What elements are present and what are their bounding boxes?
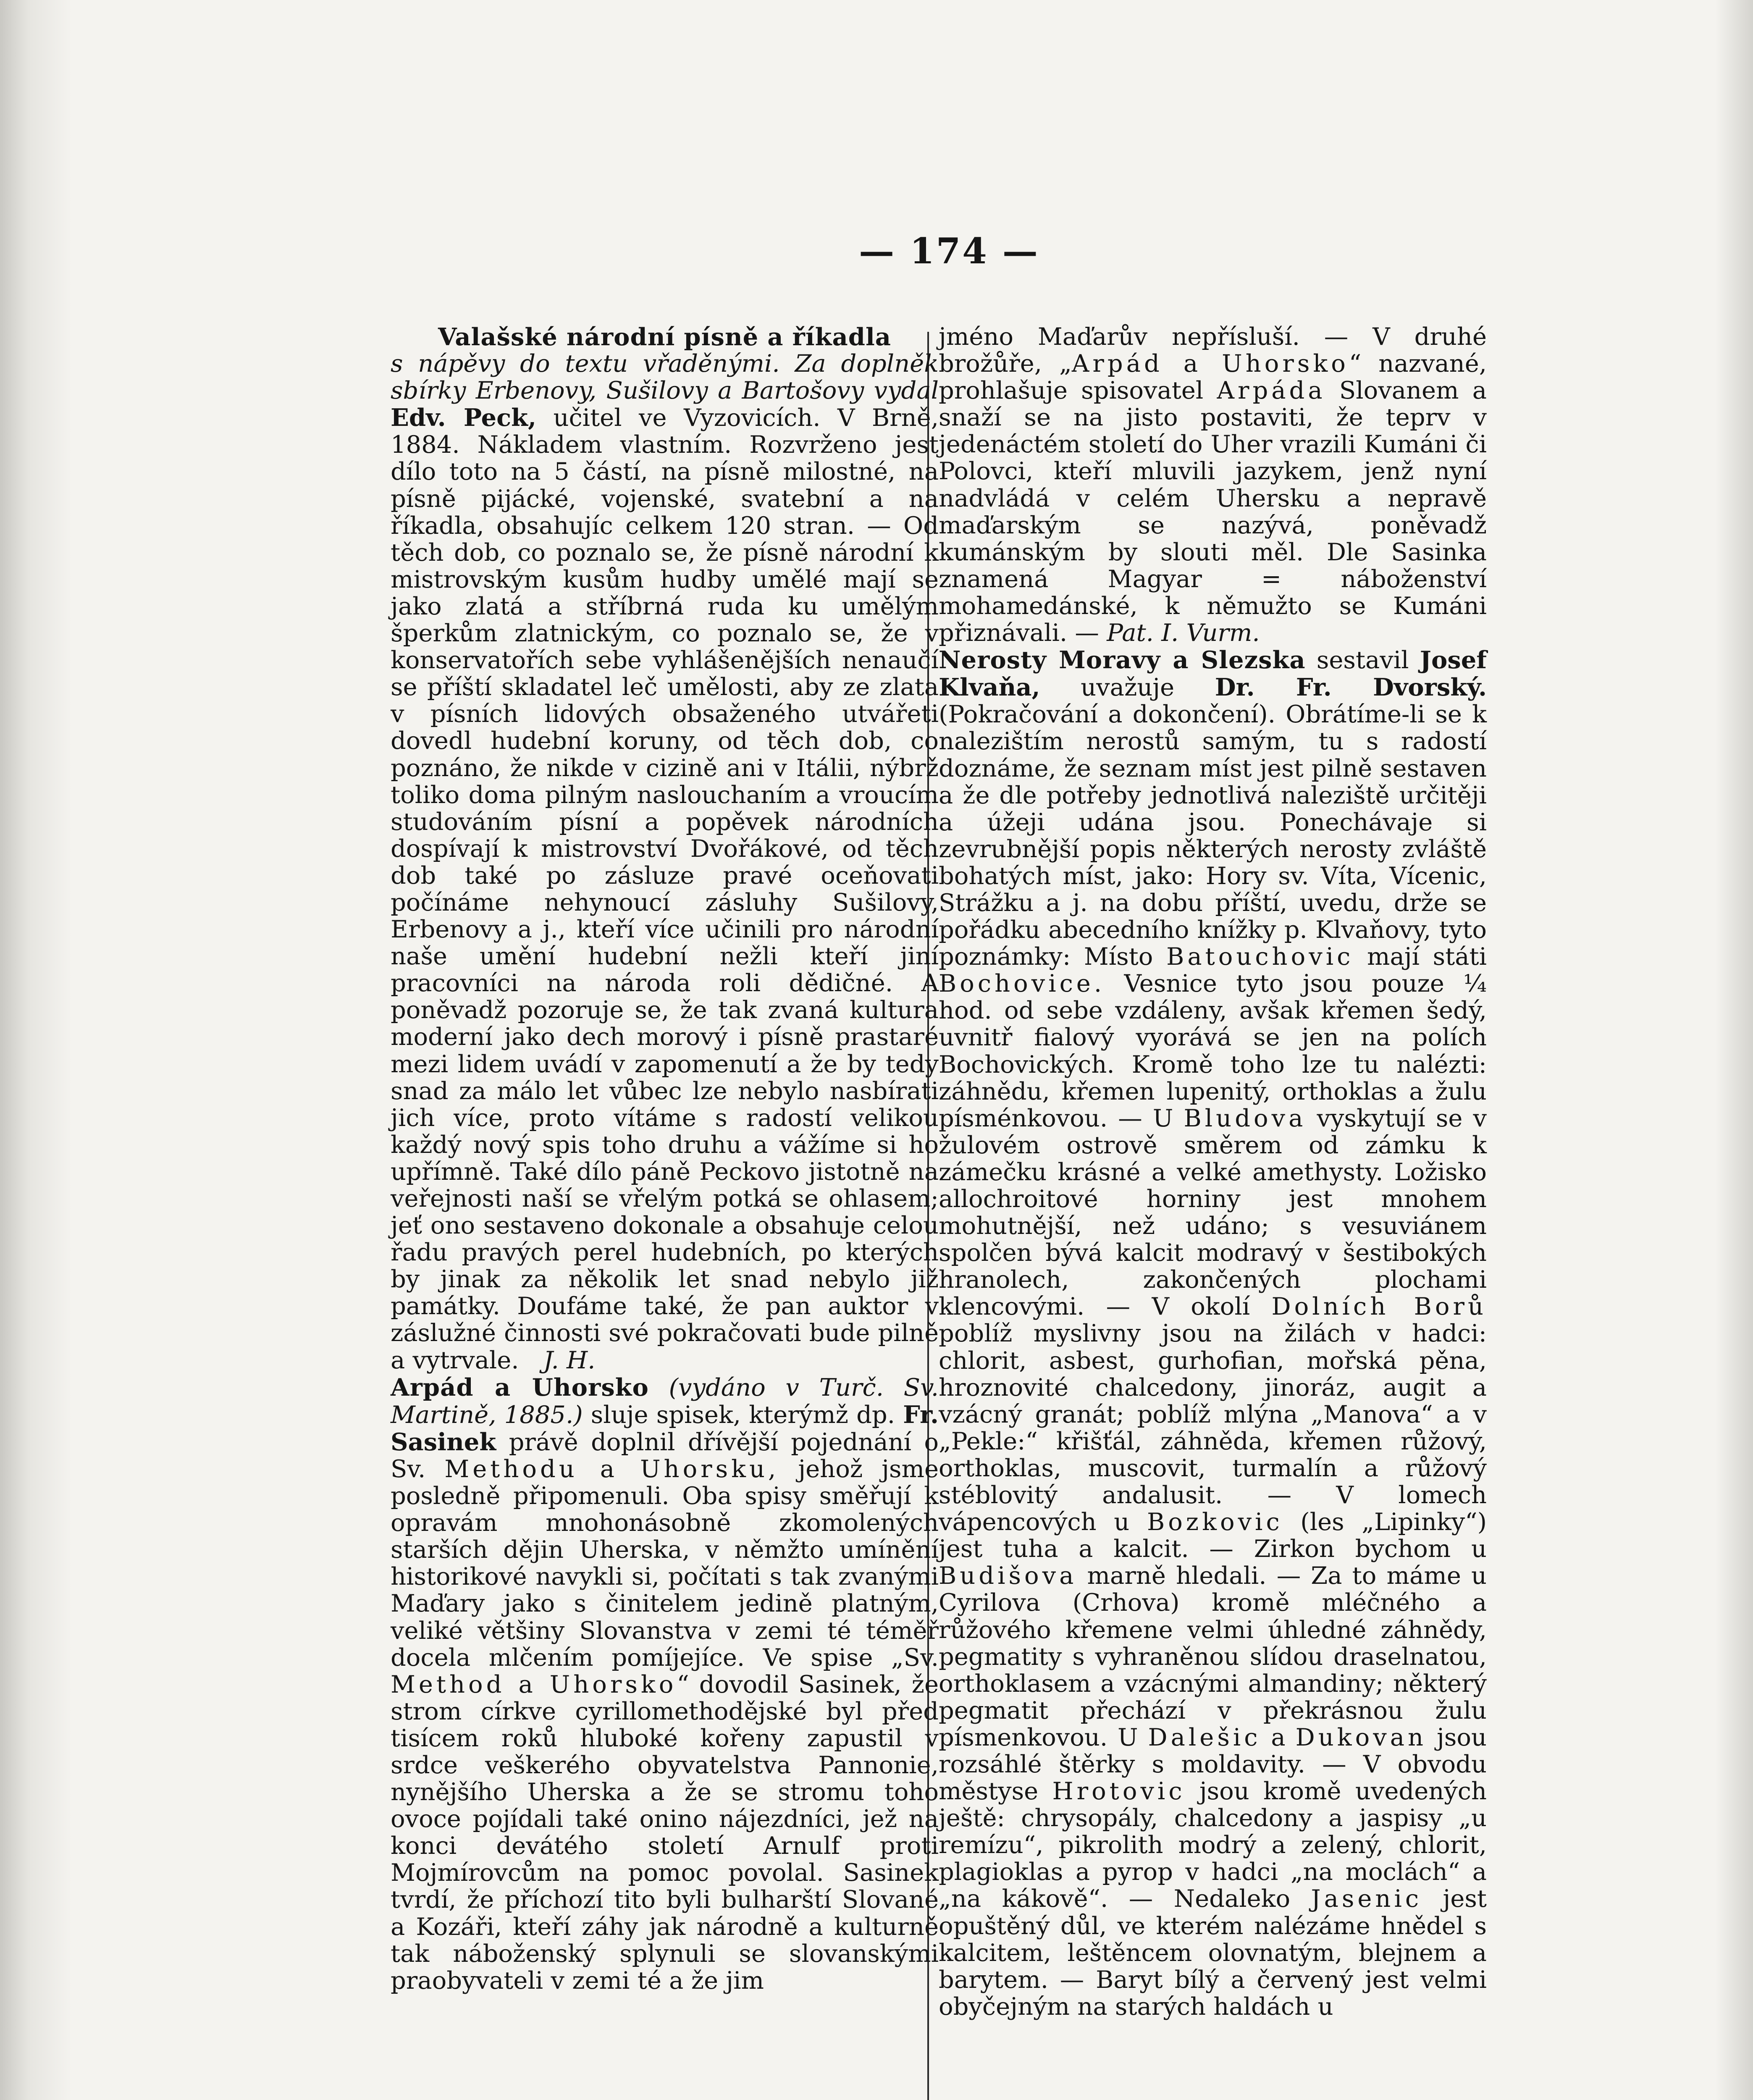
review-arpad-uhorsko bbox=[391, 1374, 939, 1994]
spaced-place: Bozkovic bbox=[1147, 1508, 1283, 1536]
spaced-place: Bludova bbox=[1184, 1104, 1307, 1132]
spaced-place: Hrotovic bbox=[1052, 1777, 1186, 1806]
review-signature: Pat. I. Vurm. bbox=[1107, 619, 1260, 647]
review-body: vyskytují se v žulovém ostrově směrem od zámku k zámečku krásné a velké amethysty. Ložisko allochroitové horniny jest mnohem mohutnější, než udáno; s vesuviánem spolčen bývá kalcit modravý v šestibokých hranolech, zakončených plochami klencovými. — V okolí bbox=[939, 1104, 1487, 1321]
spaced-place: Dalešic bbox=[1148, 1723, 1261, 1751]
spaced-place: Dolních Borů bbox=[1271, 1292, 1487, 1321]
review-author: Josef Klvaňa, bbox=[939, 646, 1487, 702]
scan-shadow-left bbox=[0, 0, 71, 2100]
review-author: Dr. Fr. Dvorský. bbox=[1215, 673, 1487, 702]
review-author: Edv. Peck, bbox=[391, 403, 536, 432]
spaced-name: Arpáda bbox=[1217, 376, 1326, 405]
review-body: Vesnice tyto jsou pouze ¼ hod. od sebe vzdáleny, avšak křemen šedý, uvnitř fialový vyorává se jen na polích Bochovických. Kromě toho lze tu nalézti: záhnědu, křemen lupenitý, orthoklas a žulu písménkovou. — U bbox=[939, 969, 1487, 1132]
spaced-title: Methodu a Uhorsku, bbox=[444, 1454, 779, 1483]
review-body: jsou rozsáhlé štěrky s moldavity. — V obvodu městyse bbox=[939, 1723, 1487, 1806]
right-column bbox=[939, 323, 1487, 2020]
spaced-place: Jasenic bbox=[1311, 1885, 1422, 1913]
review-body: Slovanem a snaží se na jisto postaviti, že teprv v jedenáctém století do Uher vrazili Kumáni či Polovci, kteří mluvili jazykem, jenž nyní nadvládá v celém Uhersku a nepravě maďarským se nazývá, poněvadž kumánským by slouti měl. Dle Sasinka znamená Magyar = náboženství mohamedánské, k němužto se Kumáni přiznávali. — bbox=[939, 376, 1487, 647]
review-title: Arpád a Uhorsko bbox=[391, 1373, 649, 1402]
page-number: — 174 — bbox=[859, 230, 1039, 272]
review-body: právě doplnil dřívější pojednání o Sv. bbox=[391, 1428, 939, 1483]
review-lead: sluje spisek, kterýmž dp. bbox=[590, 1400, 895, 1429]
review-title: Valašské národní písně a říkadla bbox=[438, 323, 892, 351]
review-title: Nerosty Moravy a Slezska bbox=[939, 646, 1306, 675]
scan-shadow-right bbox=[1715, 0, 1753, 2100]
review-body: jehož jsme posledně připomenuli. Oba spisy směřují k opravám mnohonásobně zkomolených starších dějin Uherska, v němžto umínění historikové navykli si, počítati s tak zvanými Maďary jako s činitelem jedině platným, veliké většiny Slovanstva v zemi té téměř docela mlčením pomíjejíce. Ve spise „Sv. bbox=[391, 1454, 939, 1672]
review-body: a bbox=[1271, 1723, 1286, 1751]
review-body: učitel ve Vyzovicích. V Brně, 1884. Nákladem vlastním. Rozvrženo jest dílo toto na 5 částí, na písně milostné, na písně pijácké, vojenské, svatební a na říkadla, obsahujíc celkem 120 stran. — Od těch dob, co poznalo se, že písně národní k mistrovským kusům hudby umělé mají se jako zlatá a stříbrná ruda ku umělým šperkům zlatnickým, co poznalo se, že v konservatořích sebe vyhlášenějších nenaučí se příští skladatel leč umělosti, aby ze zlata v písních lidových obsaženého utvářeti dovedl hudební koruny, od těch dob, co poznáno, že nikde v cizině ani v Itálii, nýbrž toliko doma pilným naslouchaním a vroucím studováním písní a popěvek národních dospívají k mistrovství Dvořákové, od těch dob také po zásluze pravé oceňovati počínáme nehynoucí zásluhy Sušilovy, Erbenovy a j., kteří více učinili pro národní naše umění hudební nežli kteří jiní pracovníci na národa roli dědičné. A poněvadž pozorujе se, že tak zvaná kultura moderní jako dech morový i písně prastaré mezi lidem uvádí v zapomenutí a že by tedy snad za málo let vůbec lze nebylo nasbírati jich více, proto vítáme s radostí velikou každý nový spis toho druhu a vážíme si ho upřímně. Také dílo páně Peckovo jistotně na veřejnosti naší se vřelým potká se ohlasem; jeť ono sestaveno dokonale a obsahuje celou řadu pravých perel hudebních, po kterých by jinak za několik let snad nebylo již památky. Doufáme také, že pan auktor v záslužné činnosti své pokračovati bude pilně a vytrvale. bbox=[391, 404, 939, 1374]
spaced-place: Budišova bbox=[939, 1562, 1077, 1590]
review-nerosty bbox=[939, 646, 1487, 2020]
review-arpad-continued bbox=[939, 323, 1487, 646]
review-body: jméno Maďarův nepřísluší. — V druhé brožůře, „ bbox=[939, 323, 1487, 378]
spaced-title: Method a Uhorsko bbox=[391, 1670, 677, 1698]
review-body: jest opuštěný důl, ve kterém nalézáme hnědel s kalcitem, leštěncem olovnatým, blejnem a barytem. — Baryt bílý a červený jest velmi obyčejným na starých haldách u bbox=[939, 1885, 1487, 2021]
left-column bbox=[391, 323, 939, 1994]
review-signature: J. H. bbox=[543, 1346, 596, 1374]
review-body: (Pokračování a dokončení). Obrátíme-li se k nalezištím nerostů samým, tu s radostí doznáme, že seznam míst jest pilně sestaven a že dle potřeby jednotlivá naleziště určitěji a úžeji udána jsou. Ponechávaje si zevrubnější popis některých nerosty zvláště bohatých míst, jako: Hory sv. Víta, Vícenic, Strážku a j. na dobu příští, uvedu, drže se pořádku abecedního knížky p. Klvaňovy, tyto poznámky: Místo bbox=[939, 700, 1487, 971]
review-body: jsou kromě uvedených ještě: chrysopály, chalcedony a jaspisy „u remízu“, pikrolith modrý a zelený, chlorit, plagioklas a pyrop v hadci „na moclách“ a „na kákově“. — Nedaleko bbox=[939, 1777, 1487, 1913]
spaced-place: Bochovice. bbox=[939, 969, 1105, 998]
spaced-place: Dukovan bbox=[1295, 1723, 1427, 1751]
review-body: “ nazvané, prohlašuje spisovatel bbox=[939, 349, 1487, 405]
review-subtitle: s nápěvy do textu vřaděnými. Za doplněk sbírky Erbenovy, Sušilovy a Bartošovy vydal bbox=[391, 349, 939, 405]
spaced-title: Arpád a Uhorsko bbox=[1071, 349, 1349, 378]
review-body: poblíž myslivny jsou na žilách v hadci: chlorit, asbest, gurhofian, mořská pěna, hroznovité chalcedony, jinoráz, augit a vzácný granát; poblíž mlýna „Manova“ a v „Pekle:“ křišťál, záhněda, křemen růžový, orthoklas, muscovit, turmalín a růžový stéblovitý andalusit. — V lomech vápencových u bbox=[939, 1319, 1487, 1536]
review-body: mají státi bbox=[1367, 942, 1487, 971]
review-valasske-pisne bbox=[391, 323, 939, 1374]
review-body: “ dovodil Sasinek, že strom církve cyrillomethodějské byl před tisícem roků hluboké kořeny zapustil v srdce veškerého obyvatelstva Pannonie, nynějšího Uherska a že se stromu toho ovoce pojídali také onino nájezdníci, jež na konci devátého století Arnulf proti Mojmírovcům na pomoc povolal. Sasinek tvrdí, že příchozí tito byli bulharští Slované a Kozáři, kteří záhy jak národně a kulturně tak náboženský splynuli se slovanskými praobyvateli v zemi té a že jim bbox=[391, 1670, 939, 1995]
review-lead: sestavil bbox=[1316, 646, 1409, 675]
review-lead: uvažuje bbox=[1081, 673, 1175, 702]
spaced-place: Batouchovic bbox=[1166, 942, 1354, 971]
review-body: marně hledali. — Za to máme u Cyrilova (Crhova) kromě mléčného a růžového křemene velmi úhledné záhnědy, pegmatity s vyhraněnou slídou draselnatou, orthoklasem a vzácnými almandiny; některý pegmatit přechází v překrásnou žulu písmenkovou. U bbox=[939, 1562, 1487, 1751]
review-publication: (vydáno v Turč. Sv. Martině, 1885.) bbox=[391, 1373, 939, 1429]
review-author: Fr. Sasinek bbox=[391, 1400, 939, 1456]
review-body: (les „Lipinky“) jest tuha a kalcit. — Zirkon bychom u bbox=[939, 1508, 1487, 1563]
